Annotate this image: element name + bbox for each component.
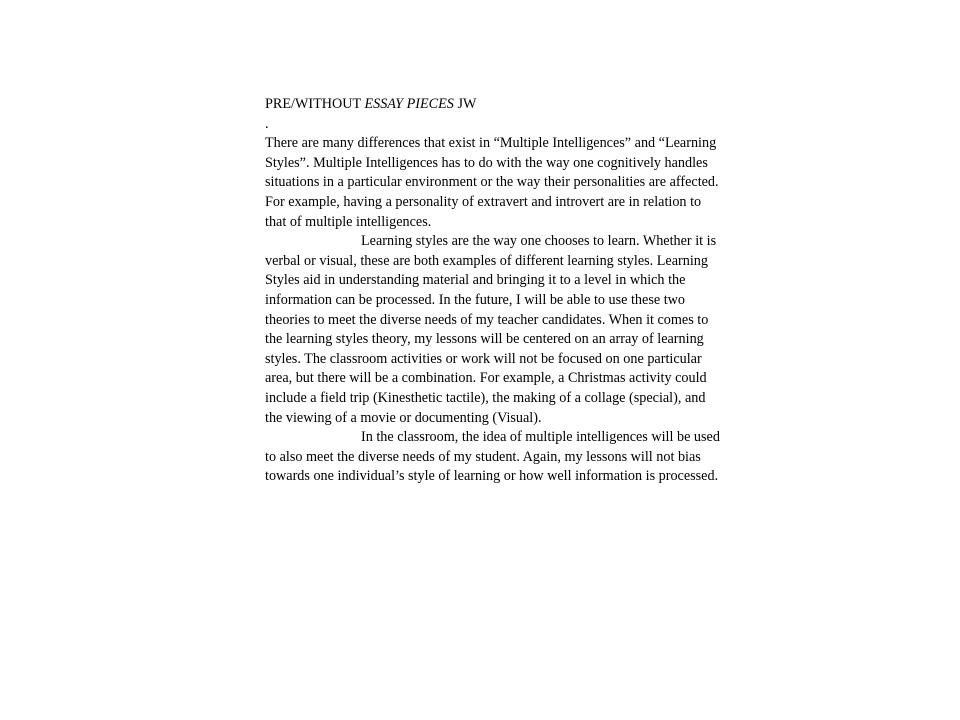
paragraph-line: There are many differences that exist in “Multiple Intelligences” and “Learning [265, 135, 717, 152]
paragraph-line-text: Learning styles are the way one chooses to learn. Whether it is [361, 233, 717, 250]
paragraph-line: include a field trip (Kinesthetic tactile), the making of a collage (special), and [265, 389, 706, 406]
paragraph-3 [265, 428, 805, 487]
paragraph-line: the learning styles theory, my lessons will be centered on an array of learning [265, 331, 704, 348]
paragraph-line: theories to meet the diverse needs of my teacher candidates. When it comes to [265, 311, 709, 328]
paragraph-line: verbal or visual, these are both examples of different learning styles. Learning [265, 252, 708, 269]
paragraph-line: situations in a particular environment or the way their personalities are affected. [265, 174, 719, 191]
paragraph-first-line [265, 232, 805, 252]
document-title [265, 95, 805, 115]
title-text-italic: ESSAY PIECES [364, 96, 454, 112]
separator-line: . [265, 115, 269, 132]
paragraph-line: the viewing of a movie or documenting (Visual). [265, 409, 542, 426]
paragraph-line: information can be processed. In the future, I will be able to use these two [265, 291, 685, 308]
paragraph-line: that of multiple intelligences. [265, 213, 432, 230]
document-body [265, 95, 805, 487]
paragraph-line: For example, having a personality of extravert and introvert are in relation to [265, 193, 702, 210]
paragraph-line: to also meet the diverse needs of my student. Again, my lessons will not bias [265, 448, 701, 465]
paragraph-line: styles. The classroom activities or work will not be focused on one particular [265, 350, 702, 367]
title-text-end: JW [453, 96, 477, 112]
paragraph-line: area, but there will be a combination. For example, a Christmas activity could [265, 370, 707, 387]
paragraph-line-text: In the classroom, the idea of multiple intelligences will be used [361, 429, 720, 446]
paragraph-first-line [265, 428, 805, 448]
paragraph-2 [265, 232, 805, 428]
paragraph-1 [265, 134, 805, 232]
paragraph-line: Styles aid in understanding material and bringing it to a level in which the [265, 272, 686, 289]
title-text-start: PRE/WITHOUT [265, 96, 365, 112]
paragraph-line: towards one individual’s style of learning or how well information is processed. [265, 468, 719, 485]
paragraph-line: Styles”. Multiple Intelligences has to do with the way one cognitively handles [265, 154, 708, 171]
